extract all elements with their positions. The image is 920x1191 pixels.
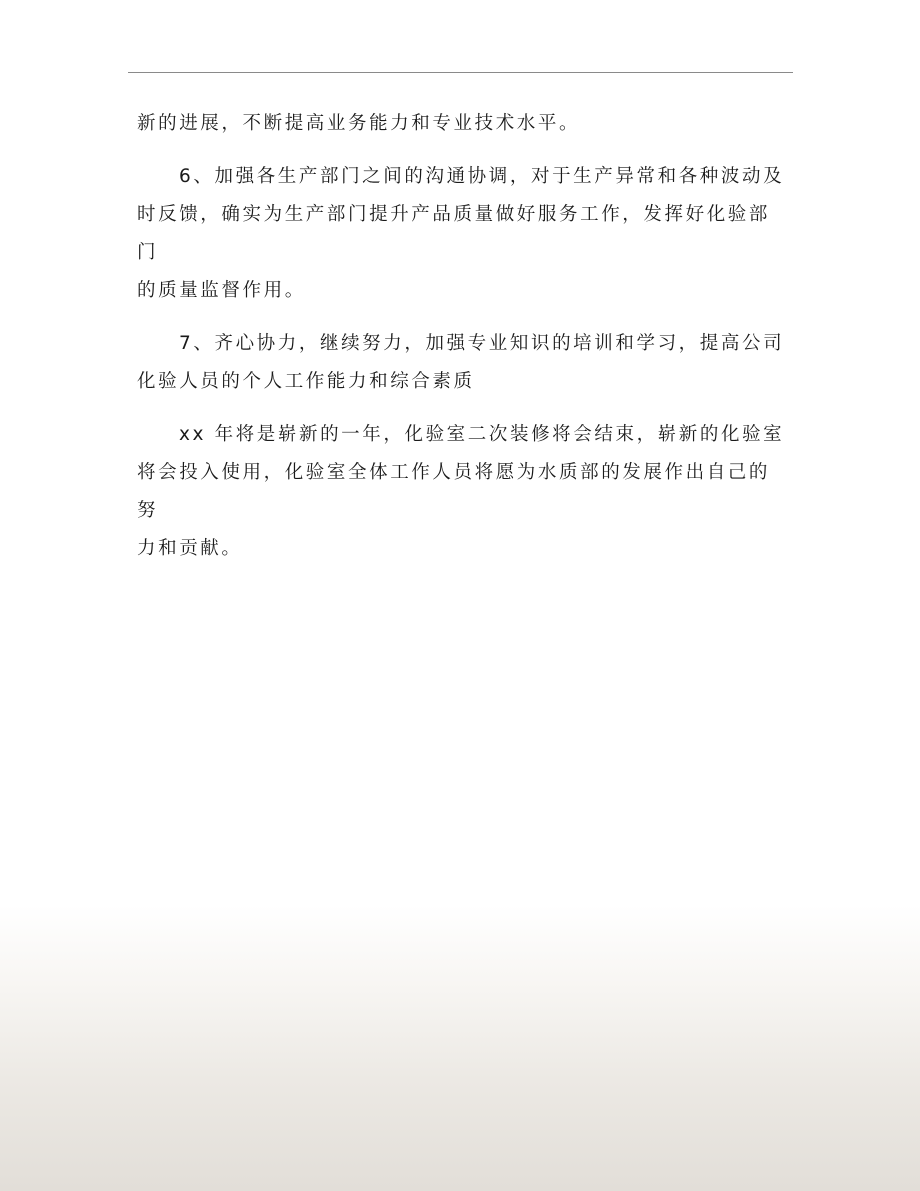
paragraph-item-7: 7、齐心协力，继续努力，加强专业知识的培训和学习，提高公司 化验人员的个人工作能力和综合素质 <box>137 333 785 392</box>
paragraph-item-6: 6、加强各生产部门之间的沟通协调，对于生产异常和各种波动及 时反馈，确实为生产部门提升产品质量做好服务工作，发挥好化验部门 的质量监督作用。 <box>137 166 785 301</box>
header-divider <box>128 72 793 73</box>
document-body <box>137 105 787 583</box>
paragraph-conclusion: xx 年将是崭新的一年，化验室二次装修将会结束，崭新的化验室 将会投入使用，化验室全体工作人员将愿为水质部的发展作出自己的努 力和贡献。 <box>137 424 785 559</box>
paragraph-continuation: 新的进展，不断提高业务能力和专业技术水平。 <box>137 113 581 134</box>
